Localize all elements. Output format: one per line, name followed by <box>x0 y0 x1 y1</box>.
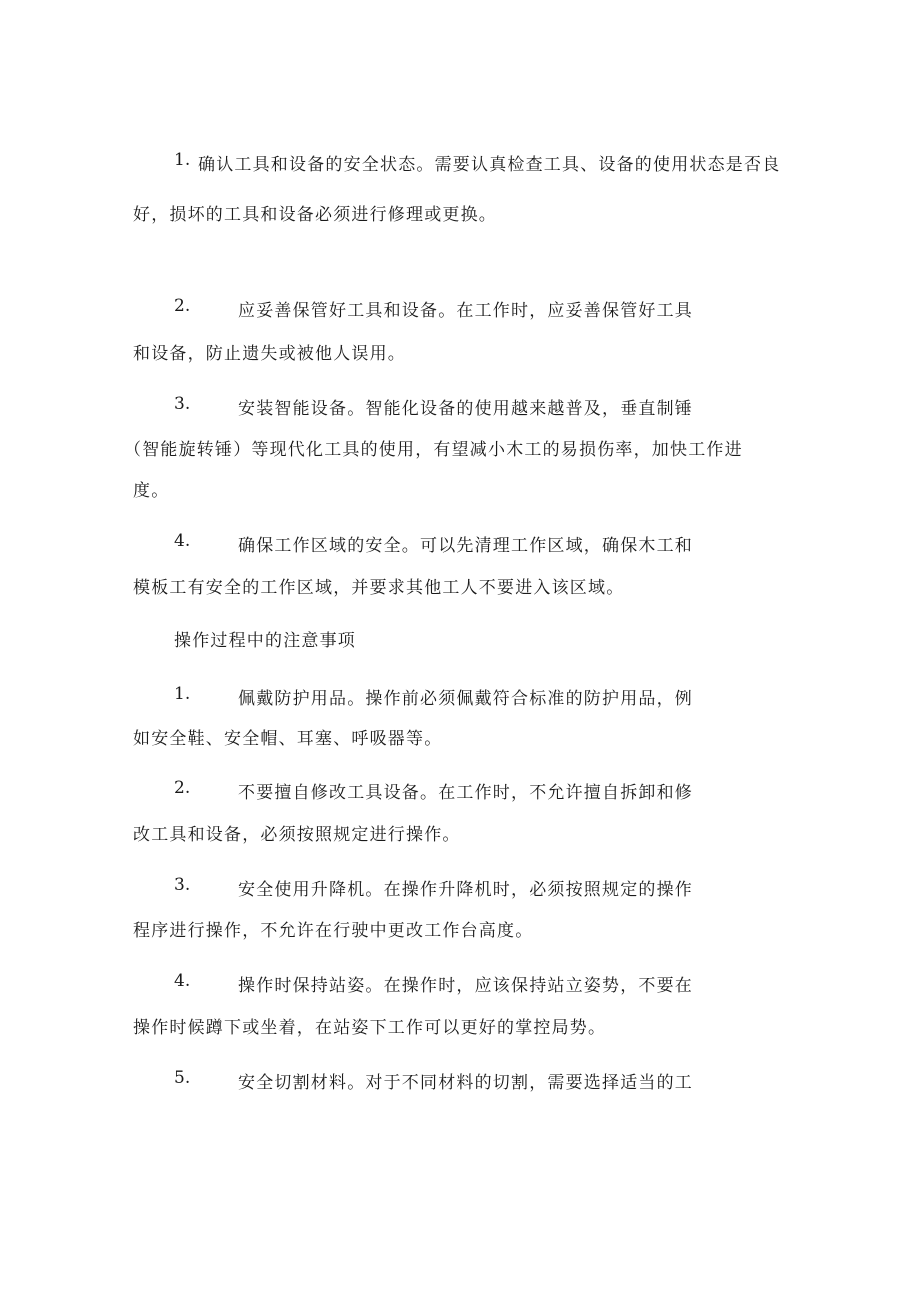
item-text-line: 确认工具和设备的安全状态。需要认真检查工具、设备的使用状态是否良 <box>198 155 781 175</box>
item-text-line: 如安全鞋、安全帽、耳塞、呼吸器等。 <box>133 729 443 749</box>
item-text-line: 安全切割材料。对于不同材料的切割，需要选择适当的工 <box>238 1073 693 1093</box>
item-number: 3. <box>174 394 191 414</box>
item-text-line: 好，损坏的工具和设备必须进行修理或更换。 <box>133 205 497 225</box>
item-number: 2. <box>174 778 191 798</box>
item-text-line: 应妥善保管好工具和设备。在工作时，应妥善保管好工具 <box>238 301 693 321</box>
section-heading: 操作过程中的注意事项 <box>174 631 356 651</box>
item-text-line: 和设备，防止遗失或被他人误用。 <box>133 344 406 364</box>
item-text-line: 操作时候蹲下或坐着，在站姿下工作可以更好的掌控局势。 <box>133 1018 607 1038</box>
item-text-line: 改工具和设备，必须按照规定进行操作。 <box>133 825 461 845</box>
item-text-line: 安全使用升降机。在操作升降机时，必须按照规定的操作 <box>238 880 693 900</box>
item-text-line: （智能旋转锤）等现代化工具的使用，有望减小木工的易损伤率，加快工作进 <box>124 440 743 460</box>
item-number: 5. <box>174 1068 191 1088</box>
item-number: 1. <box>174 684 191 704</box>
item-number: 4. <box>174 531 191 551</box>
item-text-line: 度。 <box>133 481 170 501</box>
item-text-line: 不要擅自修改工具设备。在工作时，不允许擅自拆卸和修 <box>238 783 693 803</box>
item-text-line: 佩戴防护用品。操作前必须佩戴符合标准的防护用品，例 <box>238 689 693 709</box>
item-text-line: 安装智能设备。智能化设备的使用越来越普及，垂直制锤 <box>238 399 693 419</box>
item-number: 1. <box>174 150 191 170</box>
item-text-line: 操作时保持站姿。在操作时，应该保持站立姿势，不要在 <box>238 976 693 996</box>
item-number: 2. <box>174 296 191 316</box>
item-number: 3. <box>174 875 191 895</box>
item-text-line: 模板工有安全的工作区域，并要求其他工人不要进入该区域。 <box>133 578 625 598</box>
item-text-line: 确保工作区域的安全。可以先清理工作区域，确保木工和 <box>238 536 693 556</box>
item-number: 4. <box>174 971 191 991</box>
item-text-line: 程序进行操作，不允许在行驶中更改工作台高度。 <box>133 921 534 941</box>
